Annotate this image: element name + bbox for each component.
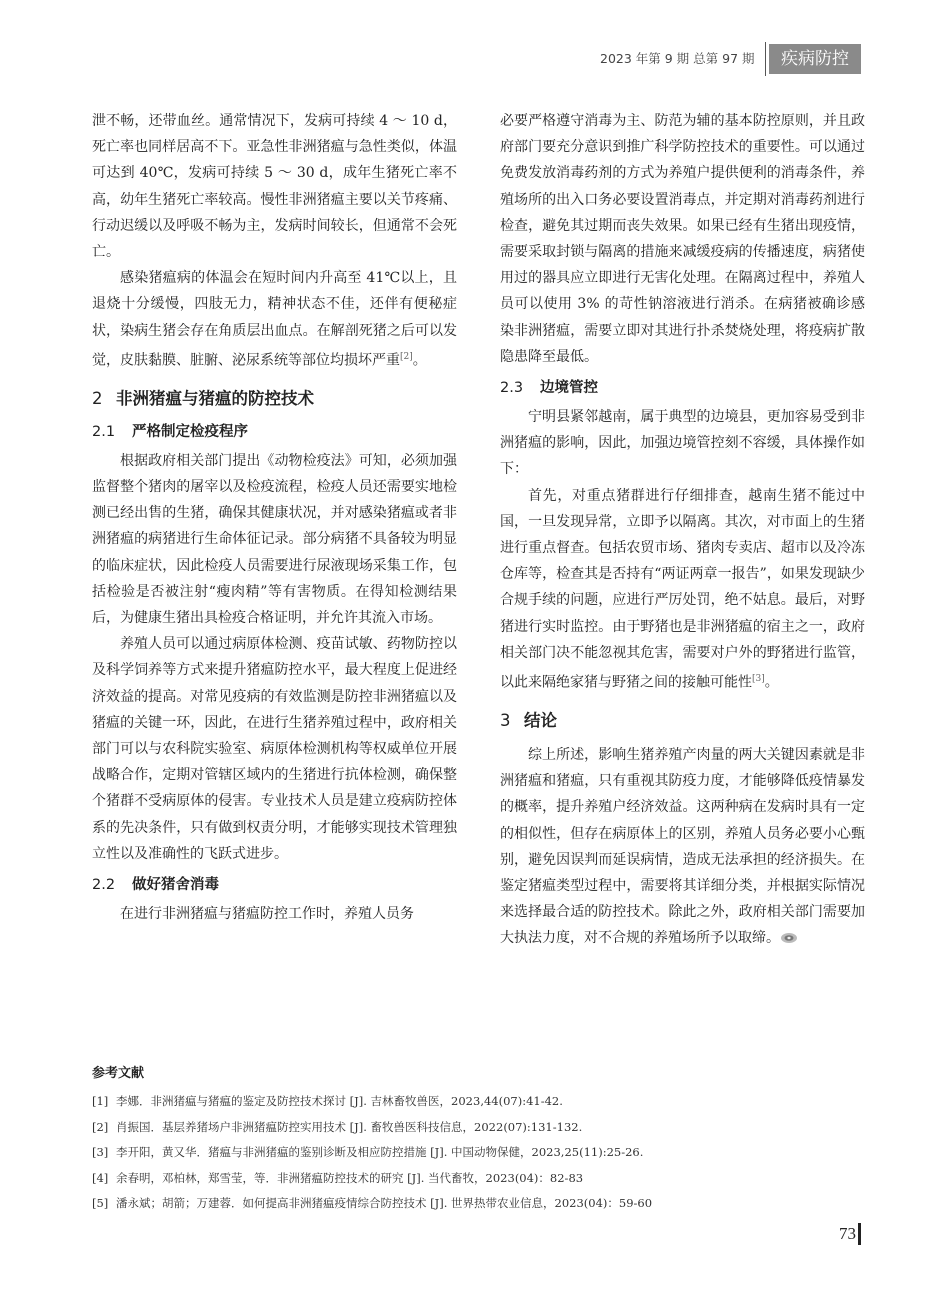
reference-number: [3] (92, 1145, 109, 1160)
paragraph: 宁明县紧邻越南，属于典型的边境县，更加容易受到非洲猪瘟的影响，因此，加强边境管控刻不容缓，具体操作如下： (500, 409, 865, 478)
paragraph: 根据政府相关部门提出《动物检疫法》可知，必须加强监督整个猪肉的屠宰以及检疫流程，检疫人员还需要实地检测已经出售的生猪，确保其健康状况，并对感染猪瘟或者非洲猪瘟的病猪进行生命体征记录。部分病猪不具备较为明显的临床症状，因此检疫人员需要进行尿液现场采集工作，包括检验是否被注射“瘦肉精”等有害物质。在得知检测结果后，为健康生猪出具检疫合格证明，并允许其流入市场。 (92, 452, 457, 626)
paragraph-text: 首先，对重点猪群进行仔细排查，越南生猪不能过中国，一旦发现异常，立即予以隔离。其次，对市面上的生猪进行重点督查。包括农贸市场、猪肉专卖店、超市以及冷冻仓库等，检查其是否持有“两证两章一报告”，如果发现缺少合规手续的问题，应进行严厉处罚，绝不姑息。最后，对野猪进行实时监控。由于野猪也是非洲猪瘟的宿主之一，政府相关部门决不能忽视其危害，需要对户外的野猪进行监管，以此来隔绝家猪与野猪之间的接触可能性 (500, 487, 865, 691)
section-number: 2 (92, 388, 103, 408)
reference-text: 李娜．非洲猪瘟与猪瘟的鉴定及防控技术探讨 [J]. 吉林畜牧兽医，2023,44(07):41-42. (116, 1094, 563, 1108)
subsection-title: 做好猪舍消毒 (132, 876, 219, 893)
issue-info: 2023 年第 9 期 总第 97 期 (600, 51, 755, 66)
paragraph-text: 综上所述，影响生猪养殖产肉量的两大关键因素就是非洲猪瘟和猪瘟，只有重视其防疫力度，才能够降低疫情暴发的概率，提升养殖户经济效益。这两种病在发病时具有一定的相似性，但存在病原体上的区别，养殖人员务必要小心甄别，避免因误判而延误病情，造成无法承担的经济损失。在鉴定猪瘟类型过程中，需要将其详细分类，并根据实际情况来选择最合适的防控技术。除此之外，政府相关部门需要加大执法力度，对不合规的养殖场所予以取缔。 (500, 746, 865, 947)
reference-item (92, 1089, 862, 1115)
section-number: 3 (500, 710, 511, 730)
paragraph (92, 265, 457, 373)
references-title: 参考文献 (92, 1066, 145, 1081)
paragraph-end: 。 (764, 674, 779, 691)
section-heading (92, 386, 457, 412)
article-end-icon (780, 932, 798, 944)
reference-text: 李开阳，黄又华．猪瘟与非洲猪瘟的鉴别诊断及相应防控措施 [J]. 中国动物保健，2023,25(11):25-26. (116, 1145, 644, 1160)
subsection-number: 2.3 (500, 380, 524, 397)
paragraph: 养殖人员可以通过病原体检测、疫苗试敏、药物防控以及科学饲养等方式来提升猪瘟防控水平，最大程度上促进经济效益的提高。对常见疫病的有效监测是防控非洲猪瘟以及猪瘟的关键一环，因此，在进行生猪养殖过程中，政府相关部门可以与农科院实验室、病原体检测机构等权威单位开展战略合作，定期对管辖区域内的生猪进行抗体检测，确保整个猪群不受病原体的侵害。专业技术人员是建立疫病防控体系的先决条件，只有做到权责分明，才能够实现技术管理独立性以及准确性的飞跃式进步。 (92, 636, 457, 862)
page-number: 73 (839, 1224, 856, 1243)
subsection-heading (92, 420, 457, 444)
paragraph: 必要严格遵守消毒为主、防范为辅的基本防控原则，并且政府部门要充分意识到推广科学防控技术的重要性。可以通过免费发放消毒药剂的方式为养殖户提供便利的消毒条件，养殖场所的出入口务必要设置消毒点，并定期对消毒药剂进行检查，避免其过期而丧失效果。如果已经有生猪出现疫情，需要采取封锁与隔离的措施来减缓疫病的传播速度，病猪使用过的器具应立即进行无害化处理。在隔离过程中，养殖人员可以使用 3% 的苛性钠溶液进行消杀。在病猪被确诊感染非洲猪瘟，需要立即对其进行扑杀焚烧处理，将疫病扩散隐患降至最低。 (500, 113, 865, 365)
citation[interactable]: [3] (752, 674, 765, 685)
subsection-heading (92, 873, 457, 897)
paragraph: 泄不畅，还带血丝。通常情况下，发病可持续 4 ～ 10 d，死亡率也同样居高不下。亚急性非洲猪瘟与急性类似，体温可达到 40℃，发病可持续 5 ～ 30 d，成年生猪死亡率不高，幼年生猪死亡率较高。慢性非洲猪瘟主要以关节疼痛、行动迟缓以及呼吸不畅为主，发病时间较长，但通常不会死亡。 (92, 113, 457, 261)
paragraph (500, 483, 865, 696)
page-number-bar (858, 1223, 861, 1245)
reference-item (92, 1166, 862, 1192)
citation[interactable]: [2] (400, 351, 413, 362)
left-column (92, 108, 457, 927)
reference-number: [2] (92, 1119, 109, 1134)
subsection-title: 严格制定检疫程序 (132, 423, 248, 440)
right-column (500, 108, 865, 952)
section-title: 结论 (524, 710, 557, 730)
reference-number: [5] (92, 1196, 109, 1211)
reference-number: [1] (92, 1094, 109, 1108)
section-title: 非洲猪瘟与猪瘟的防控技术 (116, 388, 314, 408)
subsection-heading (500, 376, 865, 400)
reference-text: 肖振国．基层养猪场户非洲猪瘟防控实用技术 [J]. 畜牧兽医科技信息，2022(07):131-132. (116, 1119, 583, 1134)
reference-item (92, 1191, 862, 1217)
paragraph-end: 。 (412, 352, 427, 369)
references (92, 1062, 862, 1217)
reference-number: [4] (92, 1170, 109, 1185)
reference-item (92, 1140, 862, 1166)
subsection-number: 2.2 (92, 876, 116, 893)
reference-text: 余春明，邓柏林，郑雪莹，等．非洲猪瘟防控技术的研究 [J]. 当代畜牧，2023(04)：82-83 (116, 1170, 584, 1185)
paragraph: 在进行非洲猪瘟与猪瘟防控工作时，养殖人员务 (120, 905, 414, 922)
header-divider (765, 42, 766, 76)
subsection-title: 边境管控 (540, 380, 598, 397)
paragraph (500, 742, 865, 952)
paragraph-text: 感染猪瘟病的体温会在短时间内升高至 41℃以上，且退烧十分缓慢，四肢无力，精神状态不佳，还伴有便秘症状，染病生猪会存在角质层出血点。在解剖死猪之后可以发觉，皮肤黏膜、脏腑、泌尿系统等部位均损坏严重 (92, 270, 457, 369)
reference-item (92, 1115, 862, 1141)
section-heading (500, 708, 865, 734)
subsection-number: 2.1 (92, 423, 116, 440)
section-label: 疾病防控 (769, 44, 861, 74)
reference-text: 潘永斌；胡箭；万建蓉．如何提高非洲猪瘟疫情综合防控技术 [J]. 世界热带农业信息，2023(04)：59-60 (116, 1196, 653, 1211)
